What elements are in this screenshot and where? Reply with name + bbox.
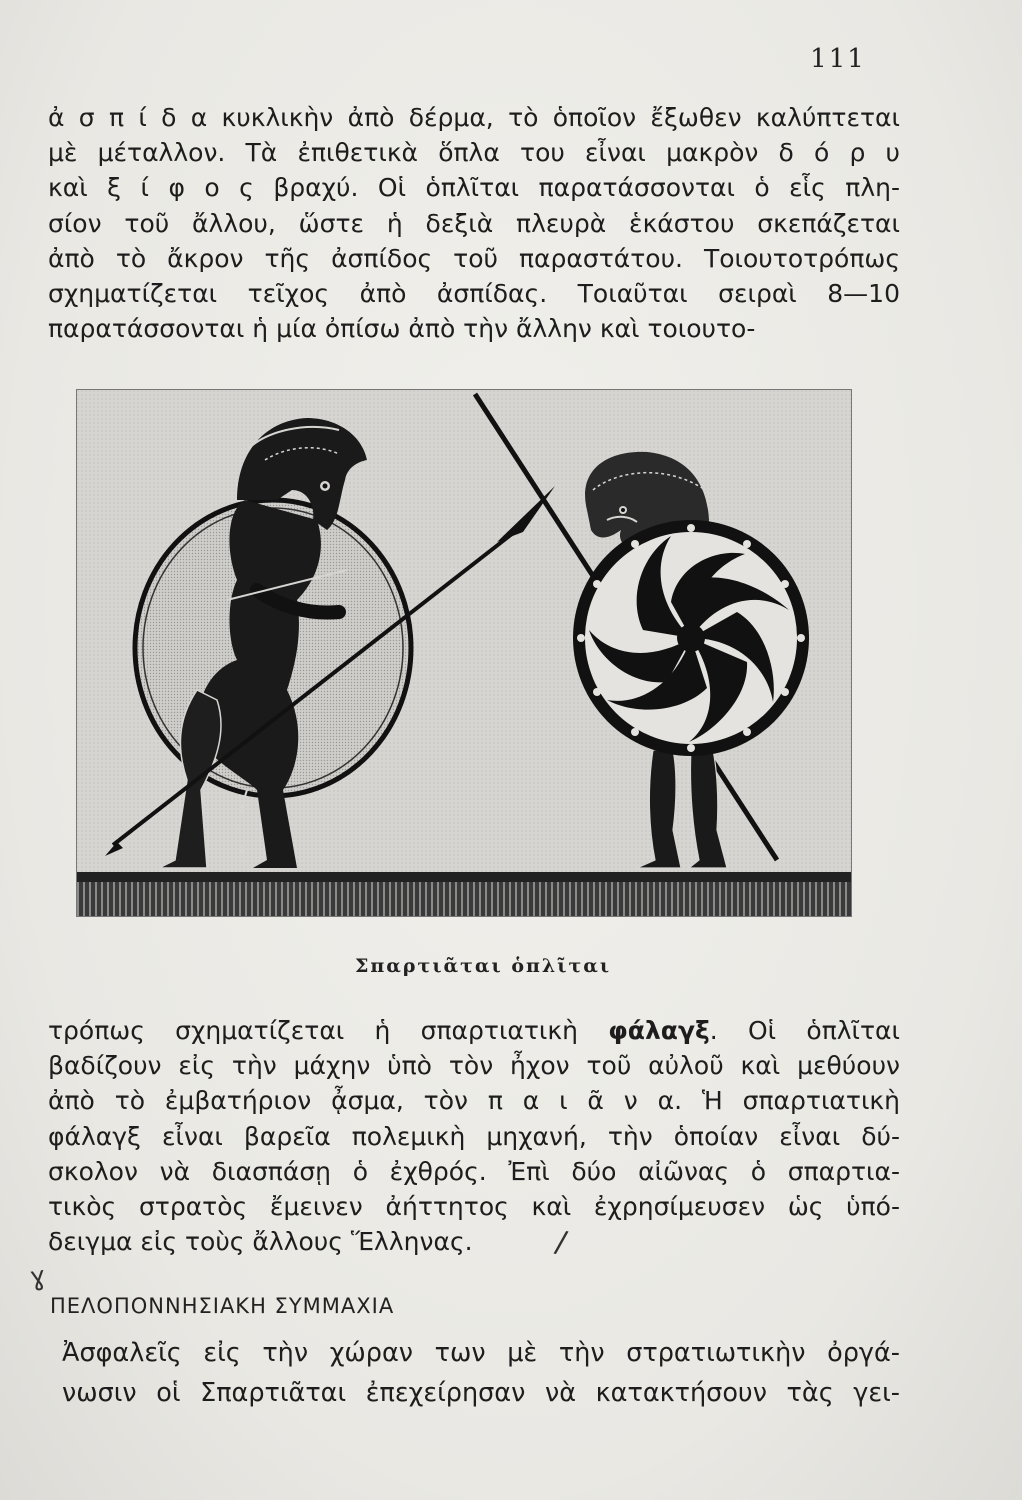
paragraph-top [48, 100, 900, 346]
text-run: σίον τοῦ ἄλλου, ὥστε ἡ δεξιὰ πλευρὰ ἑκάστου σκεπάζεται [48, 208, 900, 238]
text-run: ἀ σ π ί δ α [48, 103, 208, 132]
text-line: νωσιν οἱ Σπαρτιᾶται ἐπεχείρησαν νὰ κατακτήσουν τὰς γει- [62, 1378, 900, 1408]
text-line [48, 170, 900, 205]
text-line [48, 1013, 900, 1048]
text-run: καὶ ξ ί φ ο ς βραχύ. Οἱ ὁπλῖται παρατάσσονται ὁ εἷς πλη- [48, 173, 900, 203]
text-line [48, 241, 900, 276]
text-run: ἀπὸ τὸ ἄκρον τῆς ἀσπίδος τοῦ παραστάτου. Τοιουτοτρόπως [48, 243, 900, 273]
text-run: . Οἱ ὁπλῖται [709, 1016, 900, 1045]
section-heading: ΠΕΛΟΠΟΝΝΗΣΙΑΚΗ ΣΥΜΜΑΧΙΑ [50, 1294, 395, 1318]
text-run: παρατάσσονται ἡ μία ὀπίσω ἀπὸ τὴν ἄλλην καὶ τοιουτο- [48, 314, 756, 344]
text-line [48, 1154, 900, 1189]
page-number: 111 [810, 44, 866, 74]
paragraph-section-start [62, 1333, 900, 1413]
text-run: φάλαγξ εἶναι βαρεῖα πολεμικὴ μηχανή, τὴν ὁποίαν εἶναι δύ- [48, 1121, 900, 1151]
paragraph-bottom [48, 1013, 900, 1259]
bold-term: φάλαγξ [608, 1016, 710, 1045]
hoplites-illustration [76, 389, 852, 917]
ground-line [77, 872, 851, 882]
text-run: τρόπως σχηματίζεται ἡ σπαρτιατικὴ [48, 1016, 609, 1045]
text-line [48, 311, 900, 346]
text-run: δειγμα εἰς τοὺς ἄλλους Ἕλληνας. [48, 1227, 473, 1257]
handwritten-margin-mark: ɣ [27, 1261, 48, 1293]
text-run: σχηματίζεται τεῖχος ἀπὸ ἀσπίδας. Τοιαῦται σειραὶ 8—10 [48, 279, 900, 309]
text-run: σκολον νὰ διασπάσῃ ὁ ἐχθρός. Ἐπὶ δύο αἰῶνας ὁ σπαρτια- [48, 1156, 900, 1186]
text-run: τικὸς στρατὸς ἔμεινεν ἀήττητος καὶ ἐχρησίμευσεν ὡς ὑπό- [48, 1192, 900, 1222]
text-line [48, 1189, 900, 1224]
text-line [48, 206, 900, 241]
text-line [48, 100, 900, 135]
text-line [48, 1224, 900, 1259]
text-line [48, 1083, 900, 1118]
figure-caption: Σπαρτιᾶται ὁπλῖται [354, 955, 612, 977]
text-run: μὲ μέταλλον. Τὰ ἐπιθετικὰ ὅπλα του εἶναι μακρὸν δ ό ρ υ [48, 138, 900, 168]
handwritten-tick-mark: / [552, 1224, 570, 1261]
text-line: Ἀσφαλεῖς εἰς τὴν χώραν των μὲ τὴν στρατιωτικὴν ὀργά- [62, 1338, 900, 1368]
text-run: ἀπὸ τὸ ἐμβατήριον ᾆσμα, τὸν π α ι ᾶ ν α. Ἡ σπαρτιατικὴ [48, 1086, 900, 1116]
text-run: κυκλικὴν ἀπὸ δέρμα, τὸ ὁποῖον ἔξωθεν καλύπτεται [207, 103, 900, 132]
text-run: βαδίζουν εἰς τὴν μάχην ὑπὸ τὸν ἦχον τοῦ αὐλοῦ καὶ μεθύουν [48, 1051, 900, 1081]
text-line [48, 276, 900, 311]
text-line [48, 135, 900, 170]
ground-band [77, 882, 851, 916]
text-line [48, 1119, 900, 1154]
text-line [48, 1048, 900, 1083]
